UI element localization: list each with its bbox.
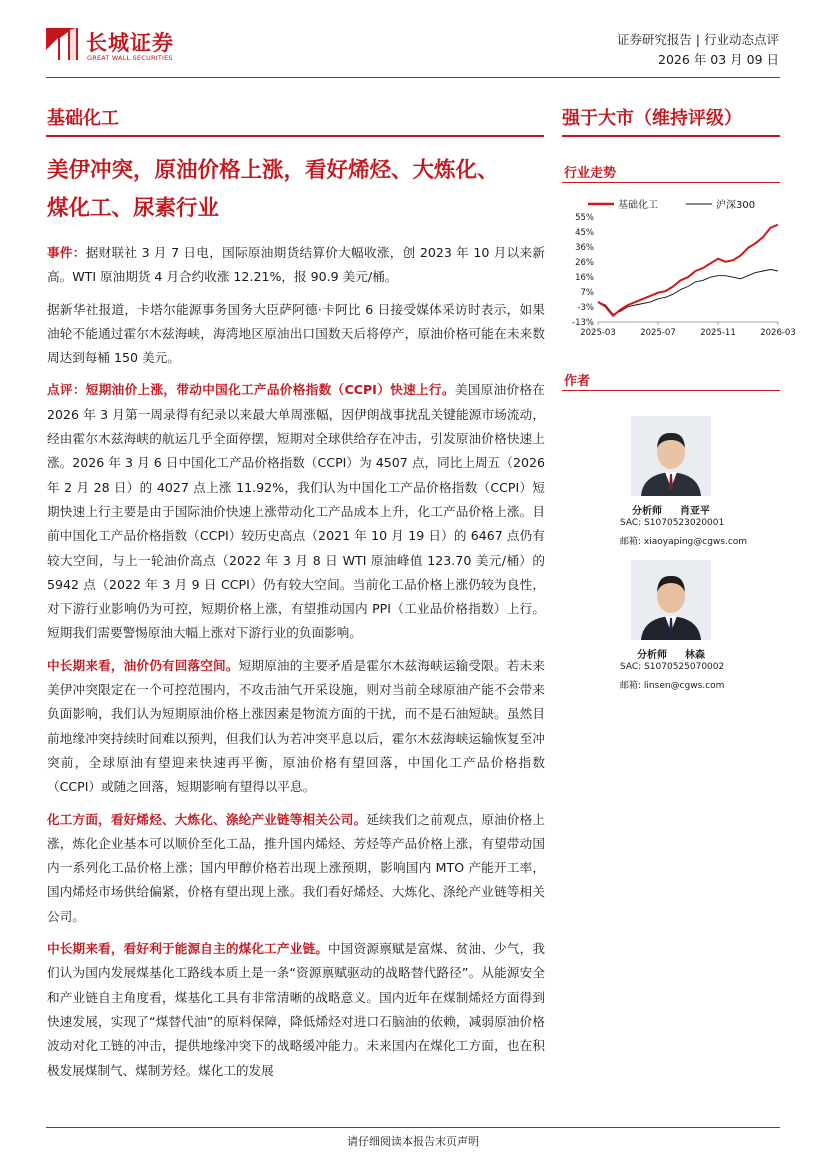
author-divider [562,390,780,391]
analyst-email: 邮箱: xiaoyaping@cgws.com [620,537,748,547]
y-tick-label: 36% [575,243,594,253]
analyst-role: 分析师 [632,506,662,517]
report-title [47,152,545,228]
analyst-role: 分析师 [637,650,667,661]
footer-disclaimer: 请仔细阅读本报告末页声明 [347,1135,479,1148]
analyst-photo-icon [631,416,711,496]
logo-text: 长城证券 [86,31,174,55]
paragraph-chemical [47,808,545,929]
paragraph-long-term-oil [47,654,545,800]
analyst-name-line [562,646,780,661]
paragraph-text: 中国资源禀赋是富煤、贫油、少气，我们认为国内发展煤基化工路线本质上是一条“资源禀赋驱动的战略替代路径”。从能源安全和产业链自主角度看，煤基化工具有非常清晰的战略意义。国内近年在煤制烯烃方面得到快速发展，实现了“煤替代油”的原料保障，降低烯烃对进口石脑油的依赖，减弱原油价格波动对化工链的冲击，提供地缘冲突下的战略缓冲能力。未来国内在煤化工方面，也在积极发展煤制气、煤制芳烃。煤化工的发展 [47,941,546,1078]
analyst-sac: SAC: S1070523020001 [620,518,725,528]
x-tick-label: 2025-03 [580,328,616,338]
y-tick-label: 45% [575,228,594,238]
y-tick-label: -3% [577,303,594,313]
paragraph-event [47,241,545,290]
report-type: 证券研究报告 | 行业动态点评 [616,32,779,47]
paragraph-text: 延续我们之前观点，原油价格上涨，炼化企业基本可以顺价至化工品，推升国内烯烃、芳烃等产品价格上涨，有望带动国内一系列化工品价格上涨；国内甲醇价格若出现上涨预期，影响国内 MTO 产能开工率，国内烯烃市场供给偏紧，价格有望出现上涨。我们看好烯烃、大炼化、涤纶产业链等相关公司。 [47,811,546,924]
paragraph-text: 据财联社 3 月 7 日电，国际原油期货结算价大幅收涨，创 2023 年 10 月以来新高。WTI 原油期货 4 月合约收涨 12.21%，报 90.9 美元/桶。 [47,245,545,285]
analyst-sac: SAC: S1070525070002 [620,662,725,672]
industry-trend-chart [562,193,796,345]
paragraph-text: 短期原油的主要矛盾是霍尔木兹海峡运输受限。若未来美伊冲突限定在一个可控范围内，不攻击油气开采设施，则对当前全球原油产能不会带来负面影响，我们认为短期原油价格上涨因素是物流方面的干扰，而不是石油短缺。虽然目前地缘冲突持续时间难以预判，但我们认为若冲突平息以后，霍尔木兹海峡运输恢复至冲突前，全球原油有望迎来快速再平衡，原油价格有望回落，中国化工产品价格指数（CCPI）或随之回落，短期影响有望得以平息。 [47,657,546,795]
y-tick-label: 7% [580,288,594,298]
series-line-basic-chemical [598,225,778,316]
analyst-name: 林森 [685,650,705,661]
report-body [47,241,545,1091]
author-title: 作者 [564,374,591,389]
paragraph-label: 中长期来看，看好利于能源自主的煤化工产业链。 [47,941,329,957]
title-line-1: 美伊冲突，原油价格上涨，看好烯烃、大炼化、 [47,158,499,183]
footer-divider [46,1127,780,1128]
report-date: 2026 年 03 月 09 日 [658,52,779,67]
y-tick-label: 26% [575,258,594,268]
analyst-name-line [562,502,780,517]
avatar [631,560,711,640]
paragraph-news [47,298,545,371]
x-tick-label: 2025-11 [700,328,736,338]
logo-english-text: GREAT WALL SECURITIES [87,54,173,62]
x-tick-label: 2026-03 [760,328,796,338]
paragraph-label: 事件： [47,245,86,260]
paragraph-text: 据新华社报道，卡塔尔能源事务国务大臣萨阿德·卡阿比 6 日接受媒体采访时表示，如果油轮不能通过霍尔木兹海峡，海湾地区原油出口国数天后将停产，原油价格可能在未来数周达到每桶 150 美元。 [47,301,545,366]
paragraph-comment [47,378,545,645]
logo-mark-icon [46,28,78,60]
avatar [631,416,711,496]
y-tick-label: 16% [575,273,594,283]
sector-name: 基础化工 [47,108,119,129]
legend-label: 沪深300 [716,200,756,211]
analyst-email: 邮箱: linsen@cgws.com [620,681,725,691]
paragraph-coal-chemical [47,937,545,1083]
rating-divider [562,135,780,137]
legend-label: 基础化工 [618,200,658,211]
rating-label: 强于大市（维持评级） [562,108,742,129]
paragraph-label: 中长期来看，油价仍有回落空间。 [47,657,239,673]
sector-divider [46,135,544,137]
title-line-2: 煤化工、尿素行业 [47,196,220,221]
trend-title: 行业走势 [564,166,617,181]
analyst-name: 肖亚平 [680,506,710,517]
trend-divider [562,182,780,183]
y-tick-label: 55% [575,213,594,223]
y-tick-label: -13% [572,318,594,328]
company-logo [46,24,206,66]
header-divider [46,77,780,78]
paragraph-label: 点评：短期油价上涨，带动中国化工产品价格指数（CCPI）快速上行。 [47,382,455,398]
paragraph-label: 化工方面，看好烯烃、大炼化、涤纶产业链等相关公司。 [47,811,367,827]
paragraph-text: 美国原油价格在 2026 年 3 月第一周录得有纪录以来最大单周涨幅，因伊朗战事扰乱关键能源市场流动，经由霍尔木兹海峡的航运几乎全面停摆，短期对全球供给存在冲击，引发原油价格快速上涨。2026 年 3 月 6 日中国化工产品价格指数（CCPI）为 4507 点，同比上周五（2026 年 2 月 28 日）的 4027 点上涨 11.92%，我们认为中国化工产品价格指数（CCPI）短期快速上行主要是由于国际油价快速上涨带动化工产品成本上升，化工产品价格上涨。目前中国化工产品价格指数（CCPI）较历史高点（2021 年 10 月 19 日）的 6467 点仍有较大空间，与上一轮油价高点（2022 年 3 月 8 日 WTI 原油峰值 123.70 美元/桶）的 5942 点（2022 年 3 月 9 日 CCPI）仍有较大空间。当前化工品价格上涨仍较为良性，对下游行业影响仍为可控，短期价格上涨，有望推动国内 PPI（工业品价格指数）上行。短期我们需要警惕原油大幅上涨对下游行业的负面影响。 [47,382,546,641]
x-tick-label: 2025-07 [640,328,676,338]
report-meta [617,30,779,70]
analyst-photo-icon [631,560,711,640]
